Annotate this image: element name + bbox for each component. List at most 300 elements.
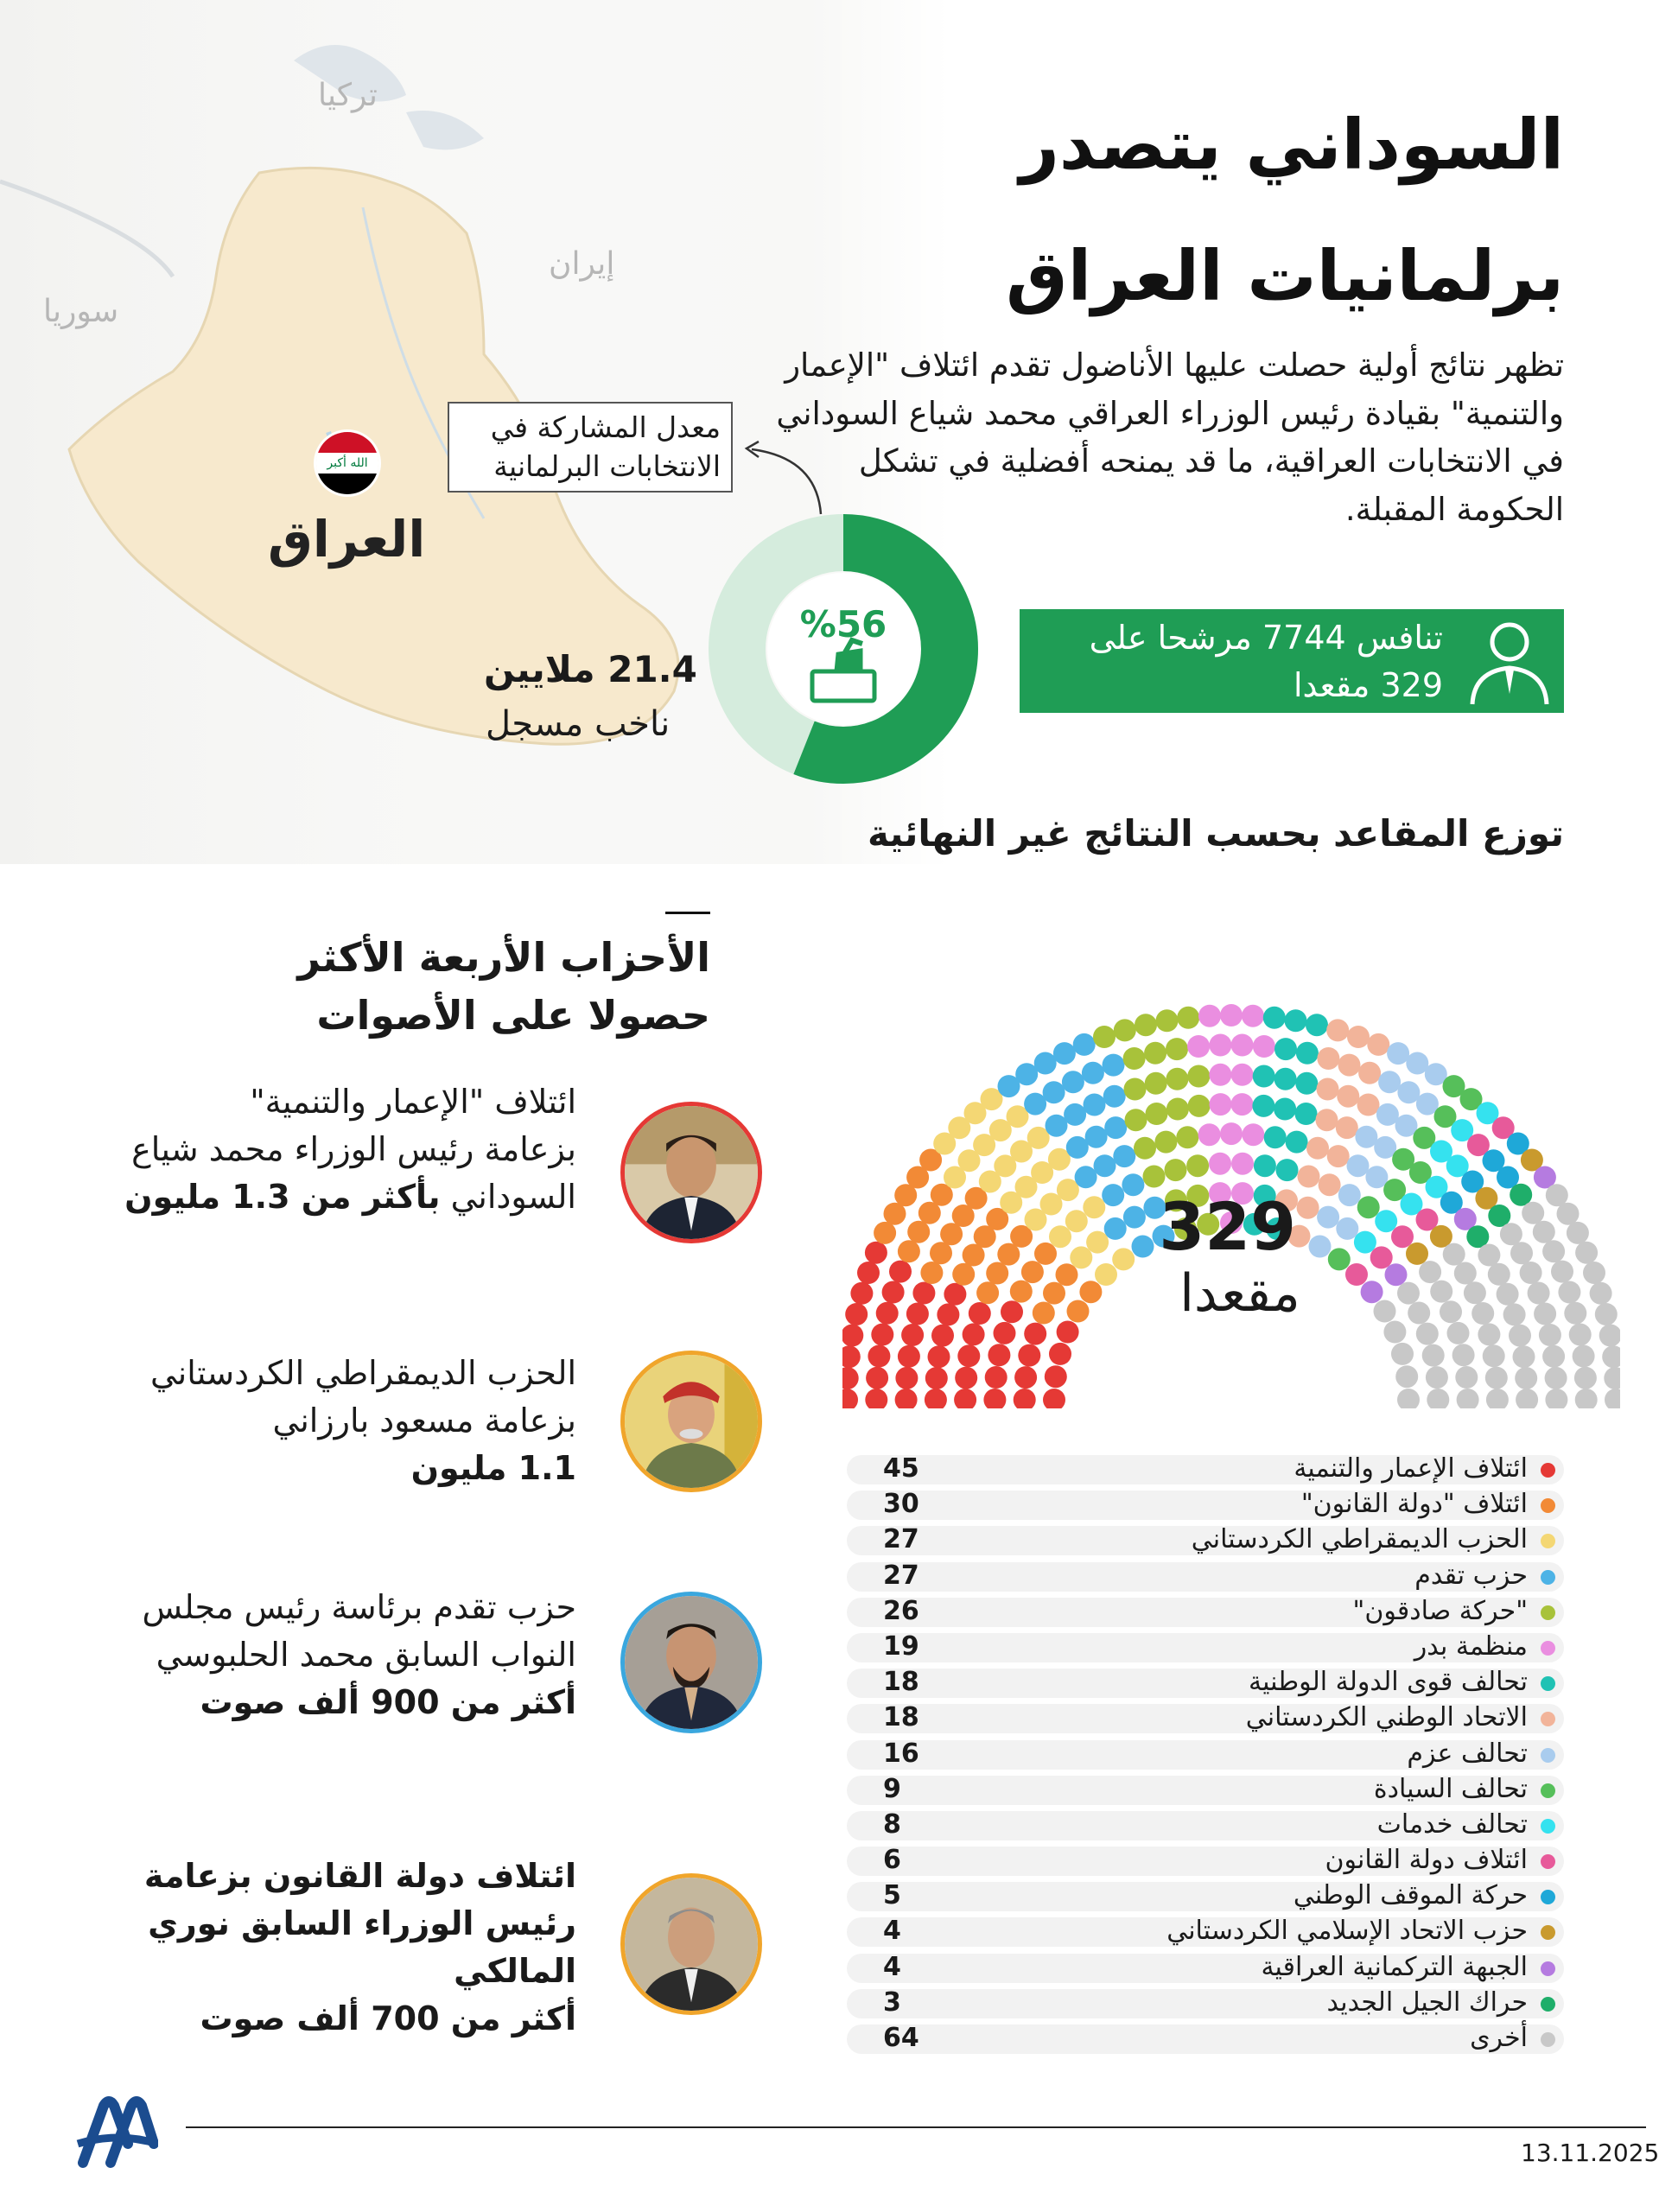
legend-seat-count: 18: [883, 1702, 919, 1733]
seat-dot: [1083, 1196, 1105, 1218]
legend-seat-count: 27: [883, 1524, 919, 1555]
seat-dot: [842, 1367, 859, 1389]
seat-dot: [906, 1303, 929, 1325]
seat-dot: [1065, 1210, 1088, 1232]
legend-row: [847, 1843, 1564, 1878]
legend-seat-count: 18: [883, 1667, 919, 1698]
seat-dot: [1132, 1236, 1154, 1258]
seat-dot: [1573, 1345, 1595, 1368]
seat-dot: [1316, 1109, 1338, 1131]
seat-dot: [1357, 1196, 1380, 1218]
seat-dot: [930, 1242, 952, 1264]
intro-paragraph: تظهر نتائج أولية حصلت عليها الأناضول تقدم ائتلاف "الإعمار والتنمية" بقيادة رئيس الوزراء العراقي محمد شياع السوداني في الانتخابات العراقية، ما قد يمنحه أفضلية في تشكل الحكومة المقبلة.: [776, 346, 1564, 528]
seat-dot: [1049, 1343, 1071, 1365]
turnout-arrow-icon: [734, 436, 838, 518]
seat-dot: [1113, 1145, 1135, 1167]
seat-dot: [1391, 1343, 1414, 1365]
party-3-votes: أكثر من 900 ألف صوت: [200, 1683, 576, 1722]
seat-dot: [1354, 1231, 1376, 1254]
seat-dot: [1358, 1062, 1381, 1084]
seat-dot: [1564, 1302, 1586, 1325]
seat-dot: [1264, 1126, 1287, 1148]
seat-dot: [1231, 1064, 1254, 1086]
seat-dot: [1043, 1389, 1065, 1408]
seat-dot: [1198, 1123, 1221, 1146]
seat-dot: [1252, 1095, 1274, 1117]
seat-dot: [1408, 1302, 1430, 1325]
party-2-line-1: الحزب الديمقراطي الكردستاني: [150, 1354, 576, 1392]
party-4-summary: [92, 1853, 576, 2043]
party-1-line-1: ائتلاف "الإعمار والتنمية": [250, 1083, 576, 1121]
seat-dot: [1103, 1054, 1125, 1077]
seat-dot: [1253, 1065, 1275, 1088]
seat-dot: [1483, 1344, 1505, 1367]
section-divider: [665, 912, 710, 914]
seat-dot: [882, 1281, 905, 1304]
party-1-line-3: [92, 1173, 576, 1221]
footer-divider: [186, 2126, 1646, 2128]
seat-dot: [1095, 1263, 1117, 1286]
seat-dot: [944, 1283, 966, 1306]
seat-dot: [1534, 1303, 1556, 1325]
seat-dot: [1370, 1246, 1393, 1268]
seat-dot: [1274, 1098, 1296, 1121]
seat-dot: [1440, 1300, 1462, 1323]
seat-dot: [1049, 1225, 1071, 1248]
legend-row-bar: [847, 2024, 1564, 2054]
seat-dot: [1513, 1345, 1535, 1368]
seat-dot: [1533, 1221, 1555, 1243]
seat-dot: [1034, 1243, 1057, 1265]
seat-dot: [1220, 1122, 1243, 1145]
seat-dot: [1361, 1281, 1383, 1303]
seat-dot: [895, 1389, 918, 1408]
seat-dot: [954, 1389, 976, 1408]
legend-party-name: حراك الجيل الجديد: [1326, 1986, 1528, 2018]
seat-dot: [1337, 1085, 1359, 1108]
seat-dot: [1503, 1303, 1526, 1325]
party-2-votes: 1.1 مليون: [410, 1449, 576, 1488]
seat-dot: [1338, 1184, 1361, 1206]
legend-seat-count: 6: [883, 1845, 901, 1876]
seat-dot: [1134, 1137, 1156, 1160]
seat-dot: [1285, 1009, 1307, 1032]
seat-dot: [1443, 1243, 1465, 1266]
seat-hemicycle-chart: [842, 916, 1620, 1408]
seat-dot: [1545, 1367, 1567, 1389]
legend-seat-count: 4: [883, 1916, 901, 1947]
legend-seat-count: 26: [883, 1595, 919, 1626]
seat-dot: [1551, 1261, 1573, 1283]
seat-dot: [925, 1389, 947, 1408]
seat-dot: [1455, 1366, 1478, 1389]
legend-color-dot: [1541, 1605, 1555, 1620]
seat-dot: [1397, 1389, 1420, 1408]
seat-dot: [1033, 1302, 1055, 1325]
seat-dot: [1070, 1246, 1092, 1268]
seat-dot: [1188, 1095, 1211, 1117]
seat-dot: [1274, 1038, 1297, 1060]
seat-dot: [1021, 1261, 1044, 1283]
turnout-label: معدل المشاركة في الانتخابات البرلمانية: [448, 402, 733, 493]
seat-dot: [1135, 1014, 1157, 1036]
seat-dot: [1317, 1206, 1339, 1229]
legend-row: [847, 1772, 1564, 1808]
party-3-summary: [92, 1584, 576, 1726]
seat-dot: [1103, 1085, 1126, 1108]
seat-dot: [1457, 1389, 1479, 1408]
seat-dot: [1542, 1345, 1565, 1368]
seat-dot: [1500, 1223, 1522, 1245]
legend-party-name: "حركة صادقون": [1352, 1595, 1528, 1626]
party-3-line-2: النواب السابق محمد الحلبوسي: [156, 1636, 576, 1675]
candidates-banner: [1020, 609, 1564, 713]
seat-dot: [1075, 1166, 1097, 1188]
seat-dot: [889, 1261, 912, 1283]
seat-dot: [1086, 1231, 1109, 1254]
seat-dot: [1231, 1034, 1254, 1057]
seat-dot: [1558, 1281, 1580, 1304]
seat-dot: [1143, 1166, 1166, 1188]
seat-dot: [842, 1325, 863, 1347]
legend-party-name: تحالف قوى الدولة الوطنية: [1249, 1667, 1528, 1698]
party-4-votes: أكثر من 700 ألف صوت: [200, 1999, 576, 2038]
seat-dot: [988, 1344, 1010, 1366]
seat-dot: [931, 1325, 954, 1347]
seat-dot: [937, 1303, 959, 1325]
seat-dot: [1391, 1225, 1414, 1248]
seat-dot: [845, 1303, 868, 1325]
seat-dot: [983, 1389, 1006, 1408]
registered-voters-label: ناخب مسجل: [486, 704, 671, 744]
seat-dot: [1209, 1153, 1231, 1175]
seat-dot: [907, 1221, 930, 1243]
seat-dot: [1254, 1154, 1276, 1177]
seat-dot: [1034, 1052, 1057, 1075]
seat-dot: [1328, 1248, 1351, 1270]
seat-dot: [1319, 1173, 1341, 1196]
legend-color-dot: [1541, 1676, 1555, 1691]
legend-row: [847, 1878, 1564, 1914]
page-title-line-2: برلمانيات العراق: [1006, 236, 1564, 316]
seat-dot: [1557, 1203, 1580, 1225]
seat-dot: [1464, 1281, 1486, 1304]
party-3-line-1: حزب تقدم برئاسة رئيس مجلس: [142, 1588, 576, 1626]
seat-dot: [1166, 1038, 1188, 1060]
seat-dot: [1338, 1054, 1361, 1077]
seat-dot: [1497, 1283, 1519, 1306]
turnout-donut: [709, 514, 978, 784]
seat-dot: [1145, 1072, 1167, 1095]
seat-dot: [1104, 1217, 1127, 1240]
seat-dot: [1317, 1047, 1339, 1070]
seat-dot: [1066, 1136, 1089, 1159]
seat-dot: [1336, 1217, 1358, 1240]
publication-date: 13.11.2025: [1521, 2139, 1659, 2167]
party-1-line-3-name: السوداني: [440, 1178, 576, 1217]
seat-dot: [1336, 1116, 1358, 1139]
seat-dot: [1286, 1131, 1308, 1154]
seat-dot: [1397, 1081, 1420, 1103]
seat-dot: [1187, 1065, 1210, 1088]
flag-text: الله أكبر: [316, 453, 378, 474]
legend-row: [847, 1522, 1564, 1558]
seat-dot: [1057, 1321, 1079, 1344]
legend-color-dot: [1541, 1463, 1555, 1478]
seat-dot: [994, 1322, 1016, 1344]
seat-dot: [866, 1367, 888, 1389]
legend-row: [847, 1914, 1564, 1949]
legend-seat-count: 5: [883, 1880, 901, 1911]
seat-dot: [1166, 1068, 1188, 1090]
legend-party-name: ائتلاف "دولة القانون": [1300, 1489, 1528, 1520]
legend-seat-count: 45: [883, 1453, 919, 1484]
seat-dot: [1024, 1093, 1046, 1116]
legend-row: [847, 1737, 1564, 1772]
seat-dot: [850, 1282, 873, 1305]
seat-dot: [1599, 1325, 1620, 1347]
legend-color-dot: [1541, 1783, 1555, 1798]
seat-dot: [1253, 1035, 1275, 1058]
seat-dot: [1102, 1184, 1124, 1206]
seat-dot: [1144, 1042, 1166, 1065]
anadolu-agency-logo: [76, 2094, 158, 2170]
legend-color-dot: [1541, 1819, 1555, 1834]
seat-dot: [1575, 1242, 1598, 1264]
legend-party-name: أخرى: [1470, 2023, 1528, 2053]
seat-dot: [1542, 1240, 1565, 1262]
seat-dot: [1486, 1389, 1509, 1408]
legend-color-dot: [1541, 1570, 1555, 1585]
party-1-leader-avatar: [620, 1102, 762, 1243]
seat-dot: [1014, 1366, 1037, 1389]
seat-dot: [1024, 1323, 1046, 1345]
seat-dot: [1520, 1262, 1542, 1284]
party-2-leader-avatar: [620, 1351, 762, 1492]
seat-dot: [868, 1345, 890, 1368]
seat-dot: [1515, 1367, 1537, 1389]
seat-dot: [1123, 1047, 1146, 1070]
seat-dot: [1426, 1366, 1448, 1389]
seat-dot: [985, 1366, 1007, 1389]
seat-dot: [1378, 1071, 1401, 1093]
seats-distribution-title: توزع المقاعد بحسب النتائج غير النهائية: [867, 812, 1564, 855]
seat-dot: [1574, 1367, 1597, 1389]
legend-party-name: ائتلاف الإعمار والتنمية: [1294, 1453, 1528, 1484]
seat-dot: [1590, 1282, 1612, 1305]
legend-row: [847, 1700, 1564, 1736]
seat-dot: [898, 1345, 920, 1368]
legend-party-name: تحالف خدمات: [1376, 1808, 1528, 1840]
seat-dot: [1406, 1243, 1428, 1265]
seat-dot: [1093, 1026, 1116, 1048]
seat-dot: [1125, 1109, 1147, 1131]
seat-dot: [1231, 1093, 1254, 1116]
seat-dot: [1376, 1103, 1399, 1126]
seat-dot: [1528, 1282, 1550, 1305]
seats-legend: [847, 1452, 1564, 2056]
seat-dot: [1073, 1033, 1096, 1056]
seat-dot: [1001, 1300, 1023, 1323]
seat-dot: [986, 1262, 1008, 1285]
seat-dot: [1347, 1154, 1370, 1177]
candidates-text: تنافس 7744 مرشحا على 329 مقعدا: [1089, 619, 1443, 705]
seat-dot: [1604, 1367, 1620, 1389]
total-seats-label: مقعدا: [1179, 1263, 1300, 1324]
seat-dot: [1375, 1210, 1397, 1232]
seat-dot: [963, 1323, 985, 1345]
seat-dot: [1231, 1153, 1254, 1175]
seat-dot: [1510, 1242, 1533, 1264]
seat-dot: [1569, 1324, 1592, 1346]
legend-row: [847, 1452, 1564, 1487]
seat-dot: [1187, 1035, 1210, 1058]
seat-dot: [1084, 1094, 1106, 1116]
seat-dot: [1416, 1323, 1439, 1345]
seat-dot: [1122, 1173, 1144, 1196]
seat-dot: [976, 1281, 999, 1304]
seat-dot: [1306, 1014, 1328, 1036]
seat-dot: [1306, 1137, 1329, 1160]
seat-dot: [857, 1262, 880, 1284]
total-seats-number: 329: [1159, 1188, 1296, 1265]
seat-dot: [1327, 1145, 1350, 1167]
seat-dot: [1387, 1042, 1409, 1065]
seat-dot: [1045, 1365, 1067, 1388]
seat-dot: [865, 1389, 887, 1408]
seat-dot: [1374, 1300, 1396, 1323]
seat-dot: [925, 1367, 948, 1389]
legend-party-name: حزب الاتحاد الإسلامي الكردستاني: [1166, 1916, 1528, 1947]
seat-dot: [1220, 1004, 1243, 1027]
legend-row: [847, 1665, 1564, 1700]
seat-dot: [1605, 1389, 1620, 1408]
seat-dot: [969, 1302, 991, 1325]
legend-seat-count: 9: [883, 1773, 901, 1804]
seat-dot: [1242, 1123, 1264, 1146]
seat-dot: [1209, 1064, 1231, 1086]
person-icon: [1462, 616, 1557, 706]
seat-dot: [1583, 1262, 1605, 1284]
seat-dot: [865, 1242, 887, 1264]
legend-row: [847, 1630, 1564, 1665]
seat-dot: [1595, 1303, 1618, 1325]
seat-dot: [895, 1367, 918, 1389]
legend-seat-count: 30: [883, 1489, 919, 1520]
legend-party-name: تحالف عزم: [1407, 1738, 1528, 1769]
seat-dot: [1454, 1262, 1477, 1285]
seat-dot: [1567, 1222, 1589, 1244]
legend-color-dot: [1541, 1748, 1555, 1763]
legend-party-name: الاتحاد الوطني الكردستاني: [1245, 1702, 1528, 1733]
seat-dot: [1298, 1166, 1320, 1188]
seat-dot: [842, 1389, 858, 1408]
map-label-turkey: تركيا: [318, 78, 378, 113]
seat-dot: [1326, 1019, 1349, 1041]
seat-dot: [952, 1263, 975, 1286]
seat-dot: [1295, 1072, 1318, 1095]
seat-dot: [1198, 1005, 1221, 1027]
seat-dot: [1478, 1323, 1500, 1345]
seat-dot: [1539, 1324, 1561, 1346]
seat-dot: [1156, 1009, 1179, 1032]
seat-dot: [1114, 1019, 1136, 1041]
seat-dot: [1082, 1062, 1104, 1084]
seat-dot: [955, 1367, 977, 1389]
seat-dot: [1295, 1103, 1318, 1125]
map-label-iran: إيران: [549, 246, 615, 282]
seat-dot: [1485, 1367, 1508, 1389]
seat-dot: [1509, 1325, 1531, 1347]
seat-dot: [1263, 1007, 1286, 1029]
legend-row: [847, 2021, 1564, 2056]
seat-dot: [1297, 1197, 1319, 1219]
seat-dot: [1043, 1282, 1065, 1305]
seat-dot: [1395, 1365, 1418, 1388]
seat-dot: [1545, 1389, 1567, 1408]
seat-dot: [1064, 1103, 1086, 1126]
seat-dot: [898, 1240, 920, 1262]
seat-dot: [1296, 1042, 1319, 1065]
legend-party-name: الجبهة التركمانية العراقية: [1261, 1951, 1528, 1982]
legend-seat-count: 64: [883, 2023, 919, 2053]
seat-dot: [1452, 1344, 1475, 1366]
party-4-leader-avatar: [620, 1873, 762, 2015]
seat-dot: [1154, 1131, 1177, 1154]
legend-party-name: الحزب الديمقراطي الكردستاني: [1191, 1524, 1528, 1555]
seat-dot: [1094, 1154, 1116, 1177]
seat-dot: [1422, 1344, 1445, 1367]
seat-dot: [1471, 1302, 1494, 1325]
seat-dot: [1104, 1116, 1127, 1139]
seat-dot: [1357, 1094, 1380, 1116]
legend-row: [847, 1986, 1564, 2021]
seat-dot: [1166, 1098, 1189, 1121]
legend-color-dot: [1541, 1641, 1555, 1656]
iraq-flag-icon: [316, 432, 378, 494]
legend-party-name: تحالف السيادة: [1373, 1773, 1528, 1804]
legend-row: [847, 1950, 1564, 1986]
legend-row: [847, 1487, 1564, 1522]
seat-dot: [874, 1222, 896, 1244]
party-4-line-1: ائتلاف دولة القانون بزعامة: [143, 1857, 576, 1895]
seat-dot: [1165, 1159, 1187, 1181]
seat-dot: [1575, 1389, 1598, 1408]
party-2-summary: [92, 1350, 576, 1492]
seat-dot: [1085, 1126, 1108, 1148]
country-label: العراق: [268, 510, 426, 569]
legend-color-dot: [1541, 1854, 1555, 1869]
seat-dot: [1488, 1263, 1510, 1286]
party-4-line-3: المالكي: [454, 1952, 576, 1991]
seat-dot: [1345, 1263, 1368, 1286]
seat-dot: [1347, 1026, 1370, 1048]
seat-dot: [1276, 1159, 1299, 1181]
seat-dot: [1383, 1321, 1406, 1344]
seat-dot: [1317, 1078, 1339, 1101]
seat-dot: [1053, 1042, 1076, 1065]
party-1-summary: [92, 1078, 576, 1221]
legend-party-name: حزب تقدم: [1414, 1560, 1528, 1591]
legend-row: [847, 1559, 1564, 1594]
seat-dot: [1112, 1248, 1135, 1270]
legend-color-dot: [1541, 2032, 1555, 2047]
party-4-line-2: رئيس الوزراء السابق نوري: [148, 1904, 576, 1943]
legend-seat-count: 4: [883, 1951, 901, 1982]
legend-color-dot: [1541, 1961, 1555, 1976]
seat-dot: [1242, 1005, 1264, 1027]
legend-party-name: منظمة بدر: [1414, 1630, 1528, 1662]
